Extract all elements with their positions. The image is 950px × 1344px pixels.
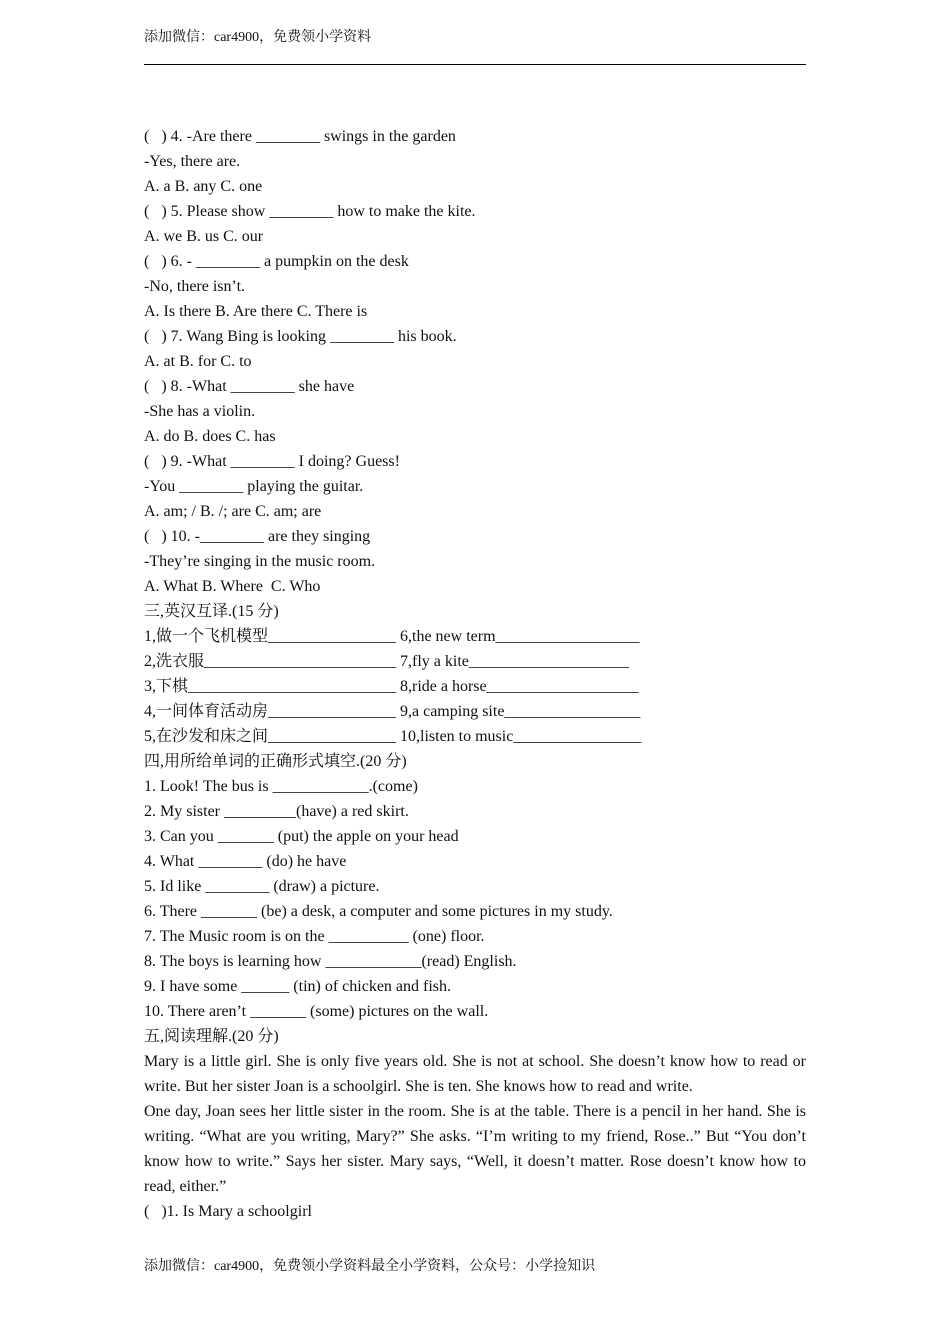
fill-in-item: 8. The boys is learning how ____________(read) English. <box>144 953 517 970</box>
question-8-answer: -She has a violin. <box>144 403 256 420</box>
question-4-options: A. a B. any C. one <box>144 178 263 195</box>
section-3-heading: 三,英汉互译.(15 分) <box>144 603 279 620</box>
fill-in-item: 10. There aren’t _______ (some) pictures on the wall. <box>144 1003 489 1020</box>
worksheet-body <box>144 124 806 1224</box>
question-10-answer: -They’re singing in the music room. <box>144 553 376 570</box>
reading-question-1: ( )1. Is Mary a schoolgirl <box>144 1203 312 1220</box>
question-4: ( ) 4. -Are there ________ swings in the garden <box>144 128 456 145</box>
question-8-options: A. do B. does C. has <box>144 428 276 445</box>
question-8: ( ) 8. -What ________ she have <box>144 378 355 395</box>
question-6-answer: -No, there isn’t. <box>144 278 246 295</box>
translation-row: 1,做一个飞机模型________________ 6,the new term__________________ <box>144 628 640 645</box>
fill-in-item: 1. Look! The bus is ____________.(come) <box>144 778 418 795</box>
question-5: ( ) 5. Please show ________ how to make the kite. <box>144 203 476 220</box>
question-6: ( ) 6. - ________ a pumpkin on the desk <box>144 253 409 270</box>
question-10-options: A. What B. Where C. Who <box>144 578 321 595</box>
question-5-options: A. we B. us C. our <box>144 228 264 245</box>
section-5-heading: 五,阅读理解.(20 分) <box>144 1028 279 1045</box>
translation-row: 5,在沙发和床之间________________ 10,listen to music________________ <box>144 728 642 745</box>
fill-in-item: 4. What ________ (do) he have <box>144 853 347 870</box>
header-divider <box>144 64 806 65</box>
question-4-answer: -Yes, there are. <box>144 153 241 170</box>
translation-row: 2,洗衣服________________________ 7,fly a kite____________________ <box>144 653 629 670</box>
fill-in-item: 5. Id like ________ (draw) a picture. <box>144 878 380 895</box>
question-9-options: A. am; / B. /; are C. am; are <box>144 503 322 520</box>
translation-row: 3,下棋__________________________ 8,ride a horse___________________ <box>144 678 639 695</box>
section-4-heading: 四,用所给单词的正确形式填空.(20 分) <box>144 753 407 770</box>
question-9-answer: -You ________ playing the guitar. <box>144 478 364 495</box>
question-10: ( ) 10. -________ are they singing <box>144 528 371 545</box>
translation-row: 4,一间体育活动房________________ 9,a camping site_________________ <box>144 703 641 720</box>
question-6-options: A. Is there B. Are there C. There is <box>144 303 368 320</box>
fill-in-item: 7. The Music room is on the __________ (one) floor. <box>144 928 485 945</box>
fill-in-item: 2. My sister _________(have) a red skirt. <box>144 803 409 820</box>
fill-in-item: 6. There _______ (be) a desk, a computer and some pictures in my study. <box>144 903 613 920</box>
page-footer: 添加微信：car4900，免费领小学资料最全小学资料，公众号：小学捡知识 <box>144 1259 596 1274</box>
question-7-options: A. at B. for C. to <box>144 353 252 370</box>
reading-paragraph-2: One day, Joan sees her little sister in the room. She is at the table. There is a pencil in her hand. She is writing. “What are you writing, Mary?” She asks. “I’m writing to my friend, Rose..” But “You don’t know how to write.” Says her sister. Mary says, “Well, it doesn’t matter. Rose doesn’t know how to read, either.” <box>144 1103 806 1195</box>
fill-in-item: 9. I have some ______ (tin) of chicken and fish. <box>144 978 452 995</box>
question-7: ( ) 7. Wang Bing is looking ________ his book. <box>144 328 457 345</box>
reading-paragraph-1: Mary is a little girl. She is only five years old. She is not at school. She doesn’t know how to read or write. But her sister Joan is a schoolgirl. She is ten. She knows how to read and write. <box>144 1053 806 1095</box>
page-header: 添加微信：car4900，免费领小学资料 <box>144 30 372 45</box>
fill-in-item: 3. Can you _______ (put) the apple on your head <box>144 828 459 845</box>
question-9: ( ) 9. -What ________ I doing? Guess! <box>144 453 400 470</box>
